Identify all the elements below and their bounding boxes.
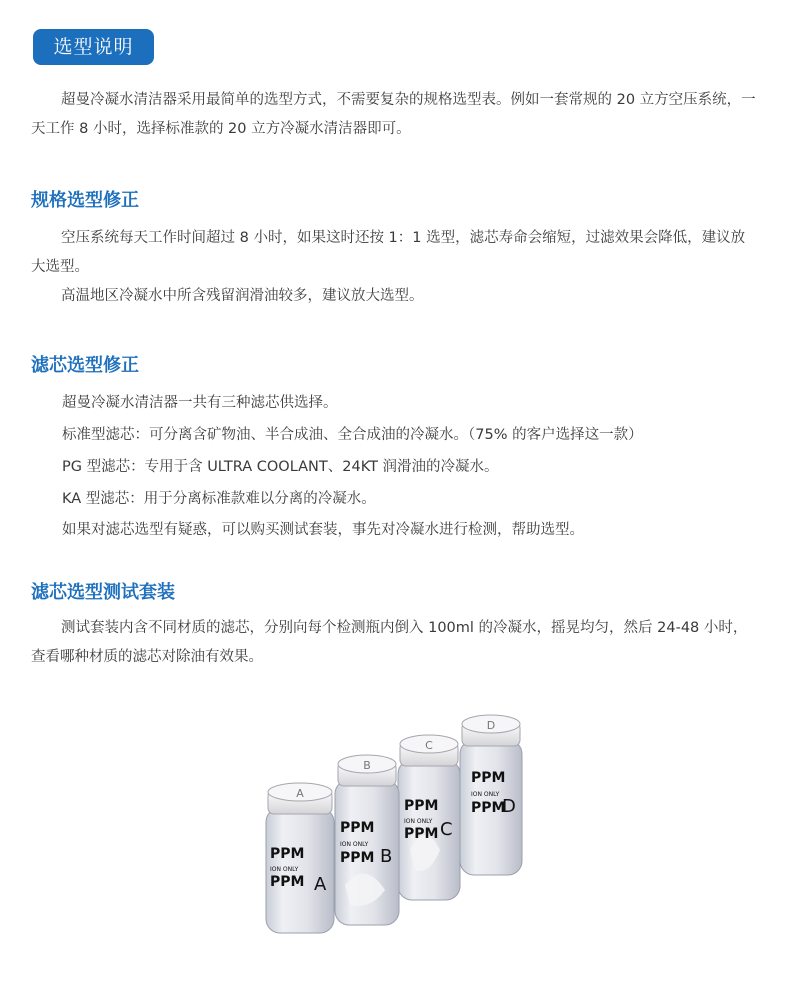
spec-heading: 规格选型修正	[31, 190, 139, 211]
svg-text:B: B	[380, 846, 393, 867]
test-kit-photo	[250, 700, 550, 960]
svg-text:PPM: PPM	[404, 798, 439, 814]
svg-text:PPM: PPM	[340, 850, 375, 866]
svg-text:PPM: PPM	[270, 846, 305, 862]
filter-line: 标准型滤芯：可分离含矿物油、半合成油、全合成油的冷凝水。（75% 的客户选择这一款）	[62, 427, 643, 443]
svg-text:ION ONLY: ION ONLY	[404, 818, 433, 825]
filter-line: PG 型滤芯：专用于含 ULTRA COOLANT、24KT 润滑油的冷凝水。	[62, 459, 499, 475]
bottle-a	[266, 783, 334, 933]
svg-text:B: B	[363, 759, 371, 772]
spec-paragraph-2: 高温地区冷凝水中所含残留润滑油较多，建议放大选型。	[61, 288, 424, 304]
svg-text:ION ONLY: ION ONLY	[270, 866, 299, 873]
kit-heading: 滤芯选型测试套装	[31, 582, 175, 603]
svg-text:A: A	[296, 787, 304, 800]
filter-line: KA 型滤芯：用于分离标准款难以分离的冷凝水。	[62, 491, 376, 507]
svg-text:C: C	[425, 739, 433, 752]
bottle-c	[398, 735, 460, 900]
filter-line: 超曼冷凝水清洁器一共有三种滤芯供选择。	[62, 395, 338, 411]
svg-text:A: A	[314, 874, 327, 895]
filter-line: 如果对滤芯选型有疑惑，可以购买测试套装，事先对冷凝水进行检测，帮助选型。	[62, 522, 584, 538]
section-tag: 选型说明	[33, 29, 154, 65]
svg-text:PPM: PPM	[340, 820, 375, 836]
svg-text:PPM: PPM	[404, 826, 439, 842]
bottle-b	[335, 755, 399, 925]
filter-heading: 滤芯选型修正	[31, 355, 139, 376]
intro-paragraph: 超曼冷凝水清洁器采用最简单的选型方式，不需要复杂的规格选型表。例如一套常规的 20 立方空压系统，一天工作 8 小时，选择标准款的 20 立方冷凝水清洁器即可。	[31, 92, 756, 137]
svg-text:ION ONLY: ION ONLY	[471, 791, 500, 798]
svg-text:ION ONLY: ION ONLY	[340, 841, 369, 848]
svg-text:C: C	[440, 819, 453, 840]
svg-text:PPM: PPM	[270, 874, 305, 890]
svg-text:PPM: PPM	[471, 770, 506, 786]
bottle-d	[460, 715, 522, 875]
kit-paragraph: 测试套装内含不同材质的滤芯，分别向每个检测瓶内倒入 100ml 的冷凝水，摇晃均匀，然后 24-48 小时，查看哪种材质的滤芯对除油有效果。	[31, 620, 748, 665]
svg-text:D: D	[486, 719, 496, 732]
svg-text:D: D	[502, 796, 516, 817]
spec-paragraph-1: 空压系统每天工作时间超过 8 小时，如果这时还按 1：1 选型，滤芯寿命会缩短，过滤效果会降低，建议放大选型。	[31, 230, 746, 275]
svg-text:PPM: PPM	[471, 800, 506, 816]
